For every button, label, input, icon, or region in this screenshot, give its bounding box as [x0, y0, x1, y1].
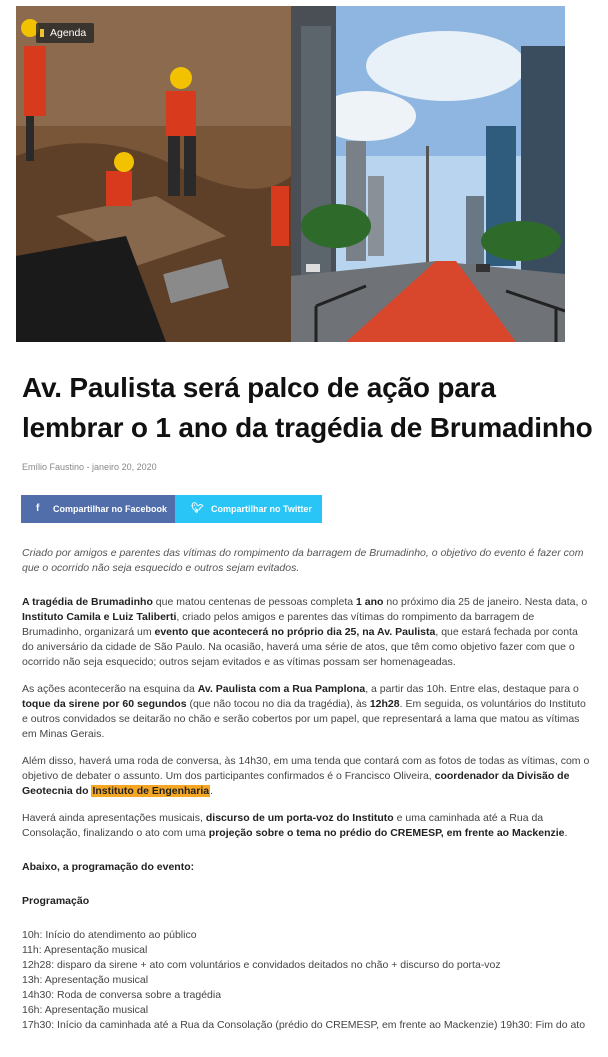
hero-image — [16, 6, 565, 342]
share-twitter-label: Compartilhar no Twitter — [211, 504, 312, 514]
text-bold: 1 ano — [356, 596, 384, 608]
article-title: Av. Paulista será palco de ação para lembrar o 1 ano da tragédia de Brumadinho — [22, 372, 593, 443]
text-bold: coordenador da Divisão de Geotecnia do — [22, 770, 570, 797]
schedule-item: 11h: Apresentação musical — [22, 944, 148, 956]
schedule-item: 14h30: Roda de conversa sobre a tragédia — [22, 989, 222, 1001]
badge-marker-icon — [40, 29, 44, 37]
text: . Em seguida, os voluntários do Instituto e outros convidados se deitarão no chão e serão cobertos por um papel, que representará a lama que matou as vítimas em Minas Gerais. — [22, 698, 586, 740]
highlighted-link[interactable]: Instituto de Engenharia — [92, 785, 210, 797]
text: , a partir das 10h. Entre elas, destaque para o — [365, 683, 579, 695]
text: (que não tocou no dia da tragédia), às — [186, 698, 370, 710]
hero-photo-collage — [16, 6, 565, 342]
paragraph-4 — [22, 811, 592, 841]
text-bold: Av. Paulista com a Rua Pamplona — [197, 683, 366, 695]
text-bold: evento que acontecerá no próprio dia 25, na Av. Paulista — [154, 626, 436, 638]
author-link[interactable]: Emílio Faustino — [22, 462, 85, 472]
text-bold: projeção sobre o tema no prédio do CREMESP, em frente ao Mackenzie — [208, 827, 565, 839]
text-bold: Abaixo, a programação do evento: — [22, 861, 195, 873]
text-bold: Programação — [22, 895, 90, 907]
facebook-icon: f — [36, 503, 40, 514]
share-facebook-label: Compartilhar no Facebook — [53, 504, 168, 514]
text: , que estará fechada por conta do aniversário da cidade de São Paulo. Na ocasião, haverá uma série de atos, que têm como objetivo fazer com que o ocorrido não seja esquecido; outros sejam evitados e as vítimas possam ser homenageadas. — [22, 626, 578, 668]
schedule-item: 12h28: disparo da sirene + ato com voluntários e convidados deitados no chão + discurso do porta-voz — [22, 959, 501, 971]
text: Haverá ainda apresentações musicais, — [22, 812, 206, 824]
text: As ações acontecerão na esquina da — [22, 683, 198, 695]
article-lead: Criado por amigos e parentes das vítimas do rompimento da barragem de Brumadinho, o objetivo do evento é fazer com que o ocorrido não seja esquecido e outros sejam evitados. — [22, 547, 584, 574]
twitter-icon: 🐦︎ — [191, 503, 204, 514]
text: no próximo dia 25 de janeiro. Nesta data, o — [383, 596, 588, 608]
share-twitter-button[interactable] — [175, 495, 322, 523]
article-body — [22, 546, 592, 1033]
schedule-heading — [22, 894, 592, 909]
paragraph-3 — [22, 754, 592, 799]
category-badge[interactable] — [36, 23, 94, 43]
share-facebook-button[interactable] — [21, 495, 175, 523]
paragraph-2 — [22, 682, 592, 742]
schedule-intro — [22, 860, 592, 875]
schedule-list — [22, 928, 592, 1033]
text-bold: toque da sirene por 60 segundos — [22, 698, 187, 710]
publish-date: janeiro 20, 2020 — [92, 462, 157, 472]
text: e uma caminhada até a Rua da Consolação, finalizando o ato com uma — [22, 812, 544, 839]
paragraph-1 — [22, 595, 592, 670]
schedule-item: 17h30: Início da caminhada até a Rua da Consolação (prédio do CREMESP, em frente ao Mackenzie) 19h30: Fim do ato — [22, 1019, 586, 1031]
article-meta — [22, 462, 157, 472]
text-bold: Instituto Camila e Luiz Taliberti — [22, 611, 177, 623]
schedule-item: 13h: Apresentação musical — [22, 974, 149, 986]
schedule-item: 10h: Início do atendimento ao público — [22, 929, 197, 941]
text: Além disso, haverá uma roda de conversa, às 14h30, em uma tenda que contará com as fotos de todas as vítimas, com o objetivo de debater o assunto. Um dos participantes confirmados é o Francisco Oliveira, — [22, 755, 590, 782]
text: . — [210, 785, 214, 797]
text: que matou centenas de pessoas completa — [152, 596, 357, 608]
text-bold: A tragédia de Brumadinho — [22, 596, 153, 608]
meta-separator: - — [86, 462, 93, 472]
text: , criado pelos amigos e parentes das vítimas do rompimento da barragem de Brumadinho, organizará um — [22, 611, 535, 638]
category-badge-label: Agenda — [50, 27, 87, 39]
text-bold: discurso de um porta-voz do Instituto — [205, 812, 394, 824]
schedule-item: 16h: Apresentação musical — [22, 1004, 149, 1016]
text-bold: 12h28 — [369, 698, 400, 710]
text: . — [564, 827, 568, 839]
